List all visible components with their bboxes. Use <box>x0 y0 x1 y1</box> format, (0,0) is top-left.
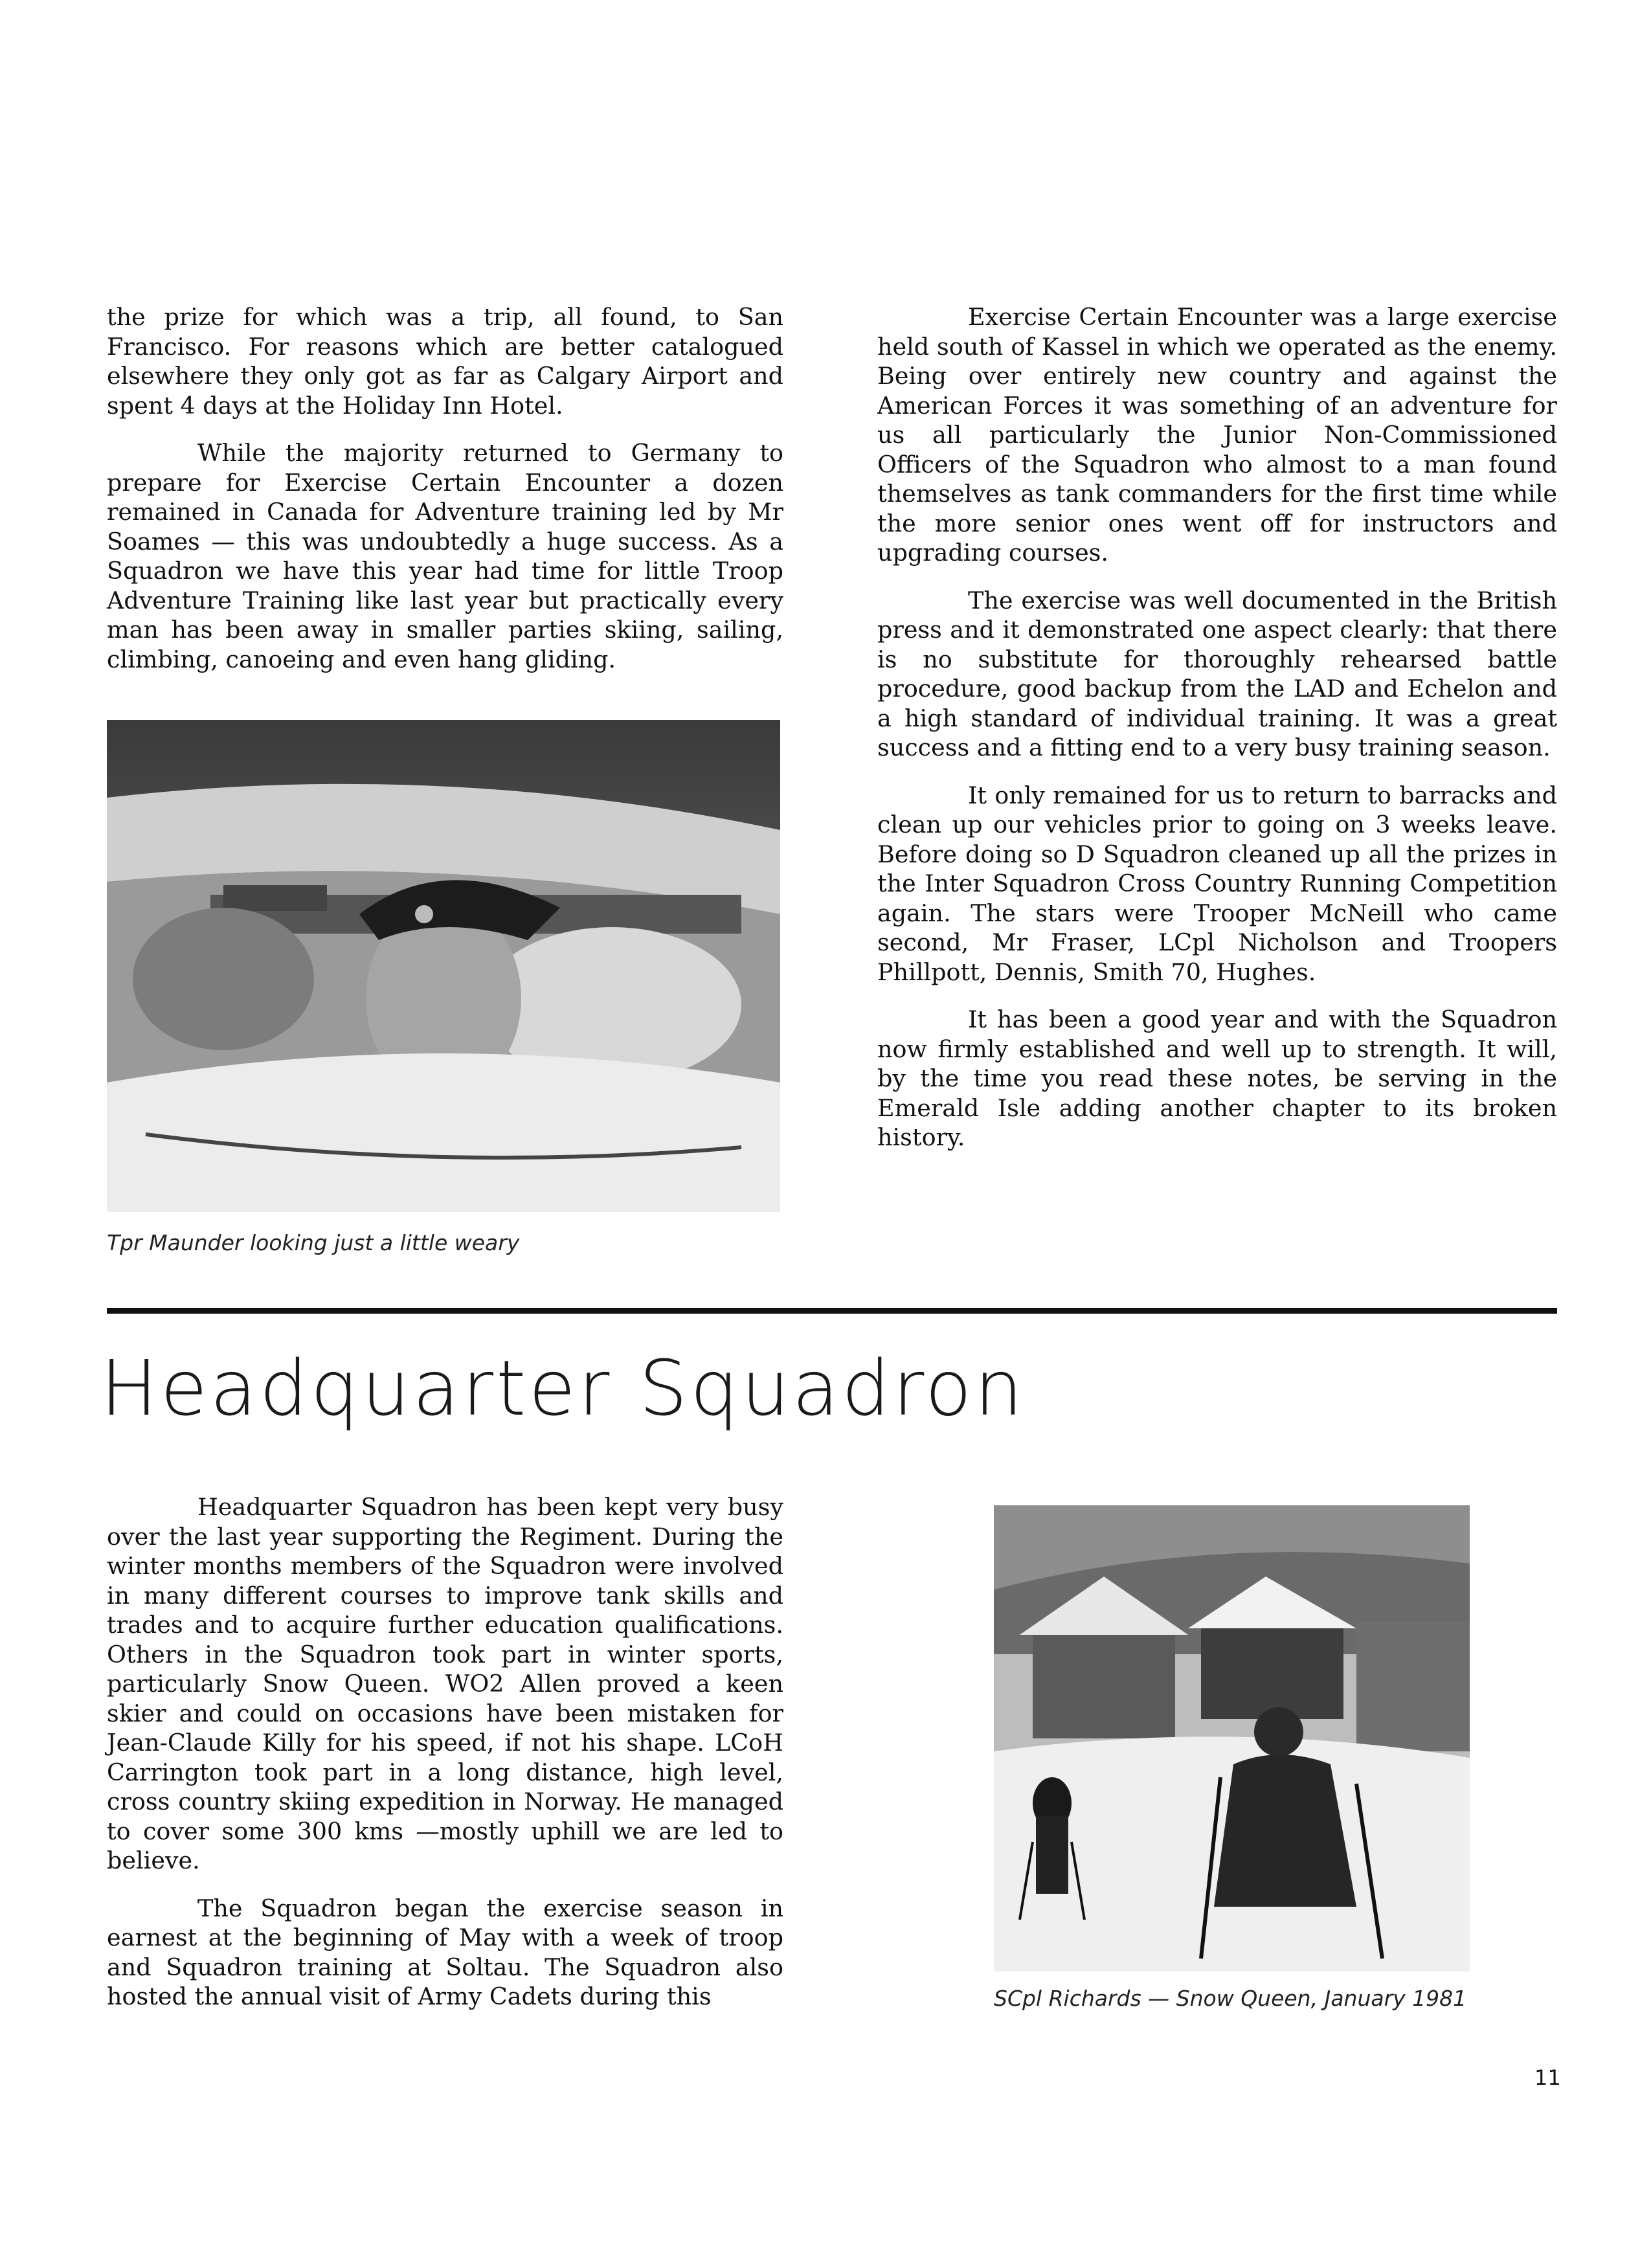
paragraph: It only remained for us to return to barracks and clean up our vehicles prior to going on 3 weeks leave. Before doing so D Squadron cleaned up all the prizes in the Inter Squadron Cross Country Running Competition again. The stars were Trooper McNeill who came second, Mr Fraser, LCpl Nicholson and Troopers Phillpott, Dennis, Smith 70, Hughes. <box>877 781 1557 986</box>
left-column-top <box>107 302 783 674</box>
paragraph: The Squadron began the exercise season in earnest at the beginning of May with a week of troop and Squadron training at Soltau. The Squadron also hosted the annual visit of Army Cadets during this <box>107 1894 783 2010</box>
section-heading: Headquarter Squadron <box>100 1343 1026 1433</box>
left-column-bottom <box>107 1492 783 2012</box>
photo-caption: Tpr Maunder looking just a little weary <box>107 1230 520 1255</box>
photo-tank-commander <box>107 720 780 1212</box>
paragraph: The exercise was well documented in the British press and it demonstrated one aspect clearly: that there is no substitute for thoroughly rehearsed battle procedure, good backup from the LAD and Echelon and a high standard of individual training. It was a great success and a fitting end to a very busy training season. <box>877 586 1557 761</box>
photo-caption: SCpl Richards — Snow Queen, January 1981 <box>994 1986 1467 2011</box>
section-divider <box>107 1308 1557 1314</box>
page-number: 11 <box>1534 2065 1561 2090</box>
paragraph: the prize for which was a trip, all found, to San Francisco. For reasons which are better catalogued elsewhere they only got as far as Calgary Airport and spent 4 days at the Holiday Inn Hotel. <box>107 303 783 420</box>
paragraph: Headquarter Squadron has been kept very busy over the last year supporting the Regiment. During the winter months members of the Squadron were involved in many different courses to improve tank skills and trades and to acquire further education qualifications. Others in the Squadron took part in winter sports, particularly Snow Queen. WO2 Allen proved a keen skier and could on occasions have been mistaken for Jean-Claude Killy for his speed, if not his shape. LCoH Carrington took part in a long distance, high level, cross country skiing expedition in Norway. He managed to cover some 300 kms —mostly uphill we are led to believe. <box>107 1493 783 1874</box>
paragraph: It has been a good year and with the Squadron now firmly established and well up to strength. It will, by the time you read these notes, be serving in the Emerald Isle adding another chapter to its broken history. <box>877 1005 1557 1151</box>
photo-skiers <box>994 1505 1470 1971</box>
right-column-top <box>877 302 1557 1152</box>
paragraph: While the majority returned to Germany to prepare for Exercise Certain Encounter a dozen remained in Canada for Adventure training led by Mr Soames — this was undoubtedly a huge success. As a Squadron we have this year had time for little Troop Adventure Training like last year but practically every man has been away in smaller parties skiing, sailing, climbing, canoeing and even hang gliding. <box>107 439 783 673</box>
paragraph: Exercise Certain Encounter was a large exercise held south of Kassel in which we operated as the enemy. Being over entirely new country and against the American Forces it was something of an adventure for us all particularly the Junior Non-Commissioned Officers of the Squadron who almost to a man found themselves as tank commanders for the first time while the more senior ones went off for instructors and upgrading courses. <box>877 303 1557 567</box>
